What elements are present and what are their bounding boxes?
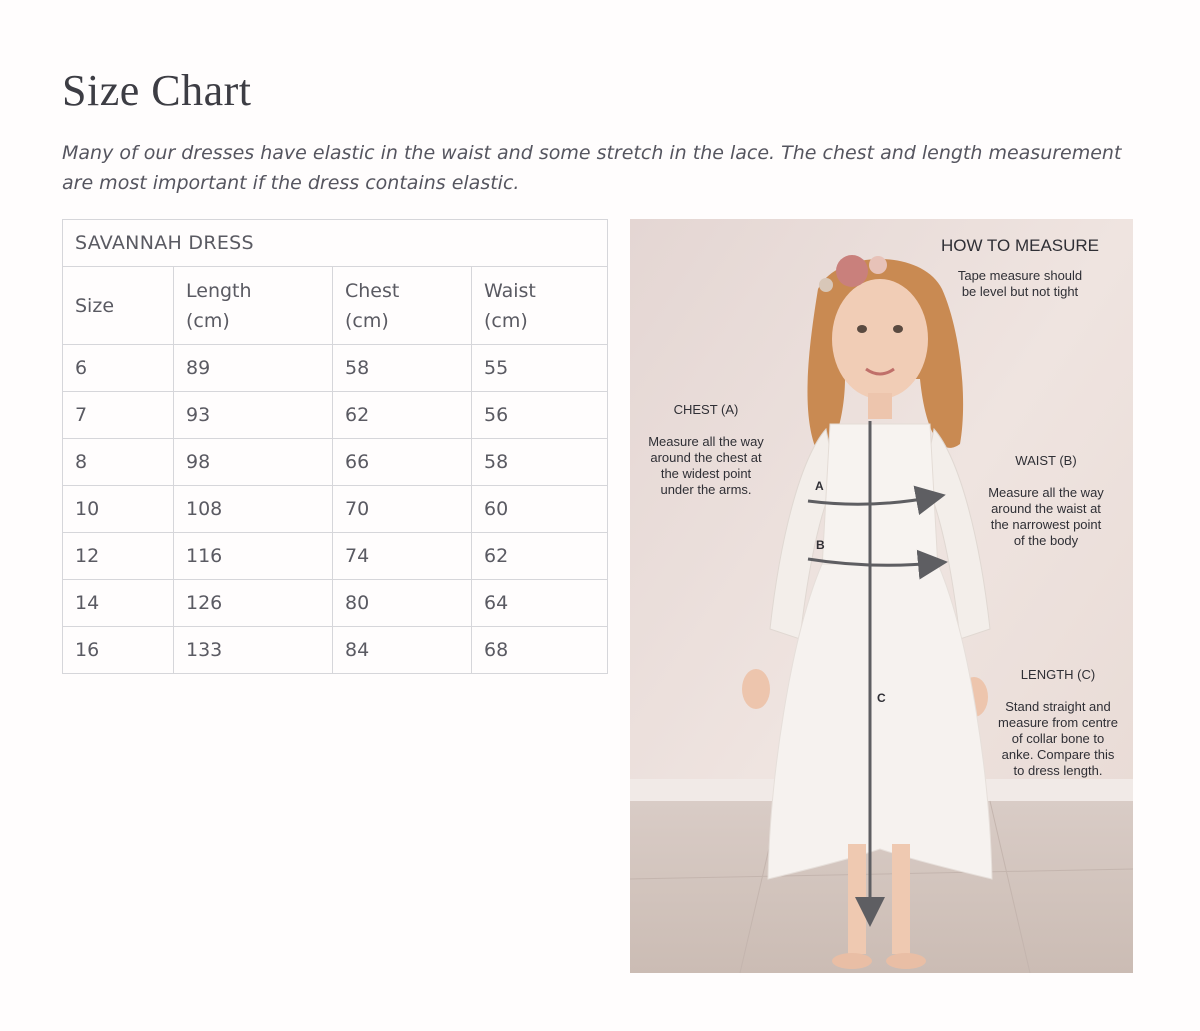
- header-waist: [472, 267, 608, 345]
- measurement-guide-image: [630, 219, 1133, 973]
- leg-right: [892, 844, 910, 954]
- leg-left: [848, 844, 866, 954]
- cell-length: 108: [174, 486, 333, 533]
- cell-chest: 58: [333, 345, 472, 392]
- cell-waist: 64: [472, 580, 608, 627]
- cell-size: 14: [63, 580, 174, 627]
- dress-bodice: [822, 424, 938, 569]
- cell-size: 10: [63, 486, 174, 533]
- foot-left: [832, 953, 872, 969]
- table-row: [63, 486, 608, 533]
- chest-heading: CHEST (A): [673, 402, 739, 417]
- eye-left: [857, 325, 867, 333]
- header-length-line2: (cm): [186, 309, 230, 332]
- cell-length: 93: [174, 392, 333, 439]
- header-chest-line1: Chest: [345, 279, 400, 302]
- guide-illustration: [630, 219, 1133, 973]
- flower-crown-bud: [869, 256, 887, 274]
- guide-subtitle-line: Tape measure should: [957, 268, 1083, 283]
- cell-length: 98: [174, 439, 333, 486]
- table-row: [63, 533, 608, 580]
- cell-chest: 62: [333, 392, 472, 439]
- length-instruction-line: of collar bone to: [1011, 731, 1105, 746]
- table-row: [63, 627, 608, 674]
- waist-instruction-line: of the body: [1013, 533, 1079, 548]
- cell-size: 8: [63, 439, 174, 486]
- length-heading: LENGTH (C): [1020, 667, 1096, 682]
- cell-chest: 70: [333, 486, 472, 533]
- neck: [868, 393, 892, 419]
- waist-instruction-line: around the waist at: [991, 501, 1101, 516]
- cell-length: 126: [174, 580, 333, 627]
- chest-instructions: [638, 434, 774, 498]
- waist-marker-letter: B: [816, 538, 825, 552]
- cell-waist: 55: [472, 345, 608, 392]
- page-title: Size Chart: [62, 66, 252, 116]
- cell-length: 133: [174, 627, 333, 674]
- table-row: [63, 580, 608, 627]
- length-instruction-line: to dress length.: [1013, 763, 1103, 778]
- hand-left: [742, 669, 770, 709]
- length-instruction-line: anke. Compare this: [1001, 747, 1115, 762]
- header-length: [174, 267, 333, 345]
- intro-text: Many of our dresses have elastic in the waist and some stretch in the lace. The chest and length measurement are most important if the dress contains elastic.: [62, 142, 1122, 194]
- length-instructions: [988, 699, 1128, 779]
- eye-right: [893, 325, 903, 333]
- cell-size: 16: [63, 627, 174, 674]
- cell-length: 116: [174, 533, 333, 580]
- table-row: [63, 392, 608, 439]
- guide-title: HOW TO MEASURE: [940, 236, 1100, 255]
- cell-chest: 66: [333, 439, 472, 486]
- header-chest: [333, 267, 472, 345]
- length-instruction-line: Stand straight and: [1005, 699, 1111, 714]
- cell-waist: 60: [472, 486, 608, 533]
- chest-instruction-line: the widest point: [660, 466, 752, 481]
- guide-subtitle: [930, 268, 1110, 300]
- cell-chest: 80: [333, 580, 472, 627]
- cell-size: 6: [63, 345, 174, 392]
- table-caption: SAVANNAH DRESS: [63, 220, 608, 267]
- length-instruction-line: measure from centre: [998, 715, 1118, 730]
- cell-chest: 84: [333, 627, 472, 674]
- chest-marker-letter: A: [815, 479, 824, 493]
- cell-waist: 62: [472, 533, 608, 580]
- cell-waist: 58: [472, 439, 608, 486]
- table-row: [63, 439, 608, 486]
- chest-instruction-line: Measure all the way: [648, 434, 764, 449]
- size-table: [62, 219, 608, 674]
- header-chest-line2: (cm): [345, 309, 389, 332]
- waist-instructions: [978, 485, 1114, 549]
- header-size: Size: [63, 267, 174, 345]
- cell-length: 89: [174, 345, 333, 392]
- header-waist-line2: (cm): [484, 309, 528, 332]
- cell-waist: 56: [472, 392, 608, 439]
- face: [832, 279, 928, 399]
- table-header-row: [63, 267, 608, 345]
- cell-size: 7: [63, 392, 174, 439]
- cell-chest: 74: [333, 533, 472, 580]
- cell-size: 12: [63, 533, 174, 580]
- length-marker-letter: C: [877, 691, 886, 705]
- guide-subtitle-line: be level but not tight: [961, 284, 1079, 299]
- chest-instruction-line: around the chest at: [650, 450, 762, 465]
- header-length-line1: Length: [186, 279, 252, 302]
- table-row: [63, 345, 608, 392]
- flower-crown-rose: [836, 255, 868, 287]
- cell-waist: 68: [472, 627, 608, 674]
- flower-crown-bud: [819, 278, 833, 292]
- foot-right: [886, 953, 926, 969]
- table-caption-row: [63, 220, 608, 267]
- waist-heading: WAIST (B): [1015, 453, 1077, 468]
- waist-instruction-line: the narrowest point: [990, 517, 1102, 532]
- chest-instruction-line: under the arms.: [660, 482, 752, 497]
- waist-instruction-line: Measure all the way: [988, 485, 1104, 500]
- header-waist-line1: Waist: [484, 279, 536, 302]
